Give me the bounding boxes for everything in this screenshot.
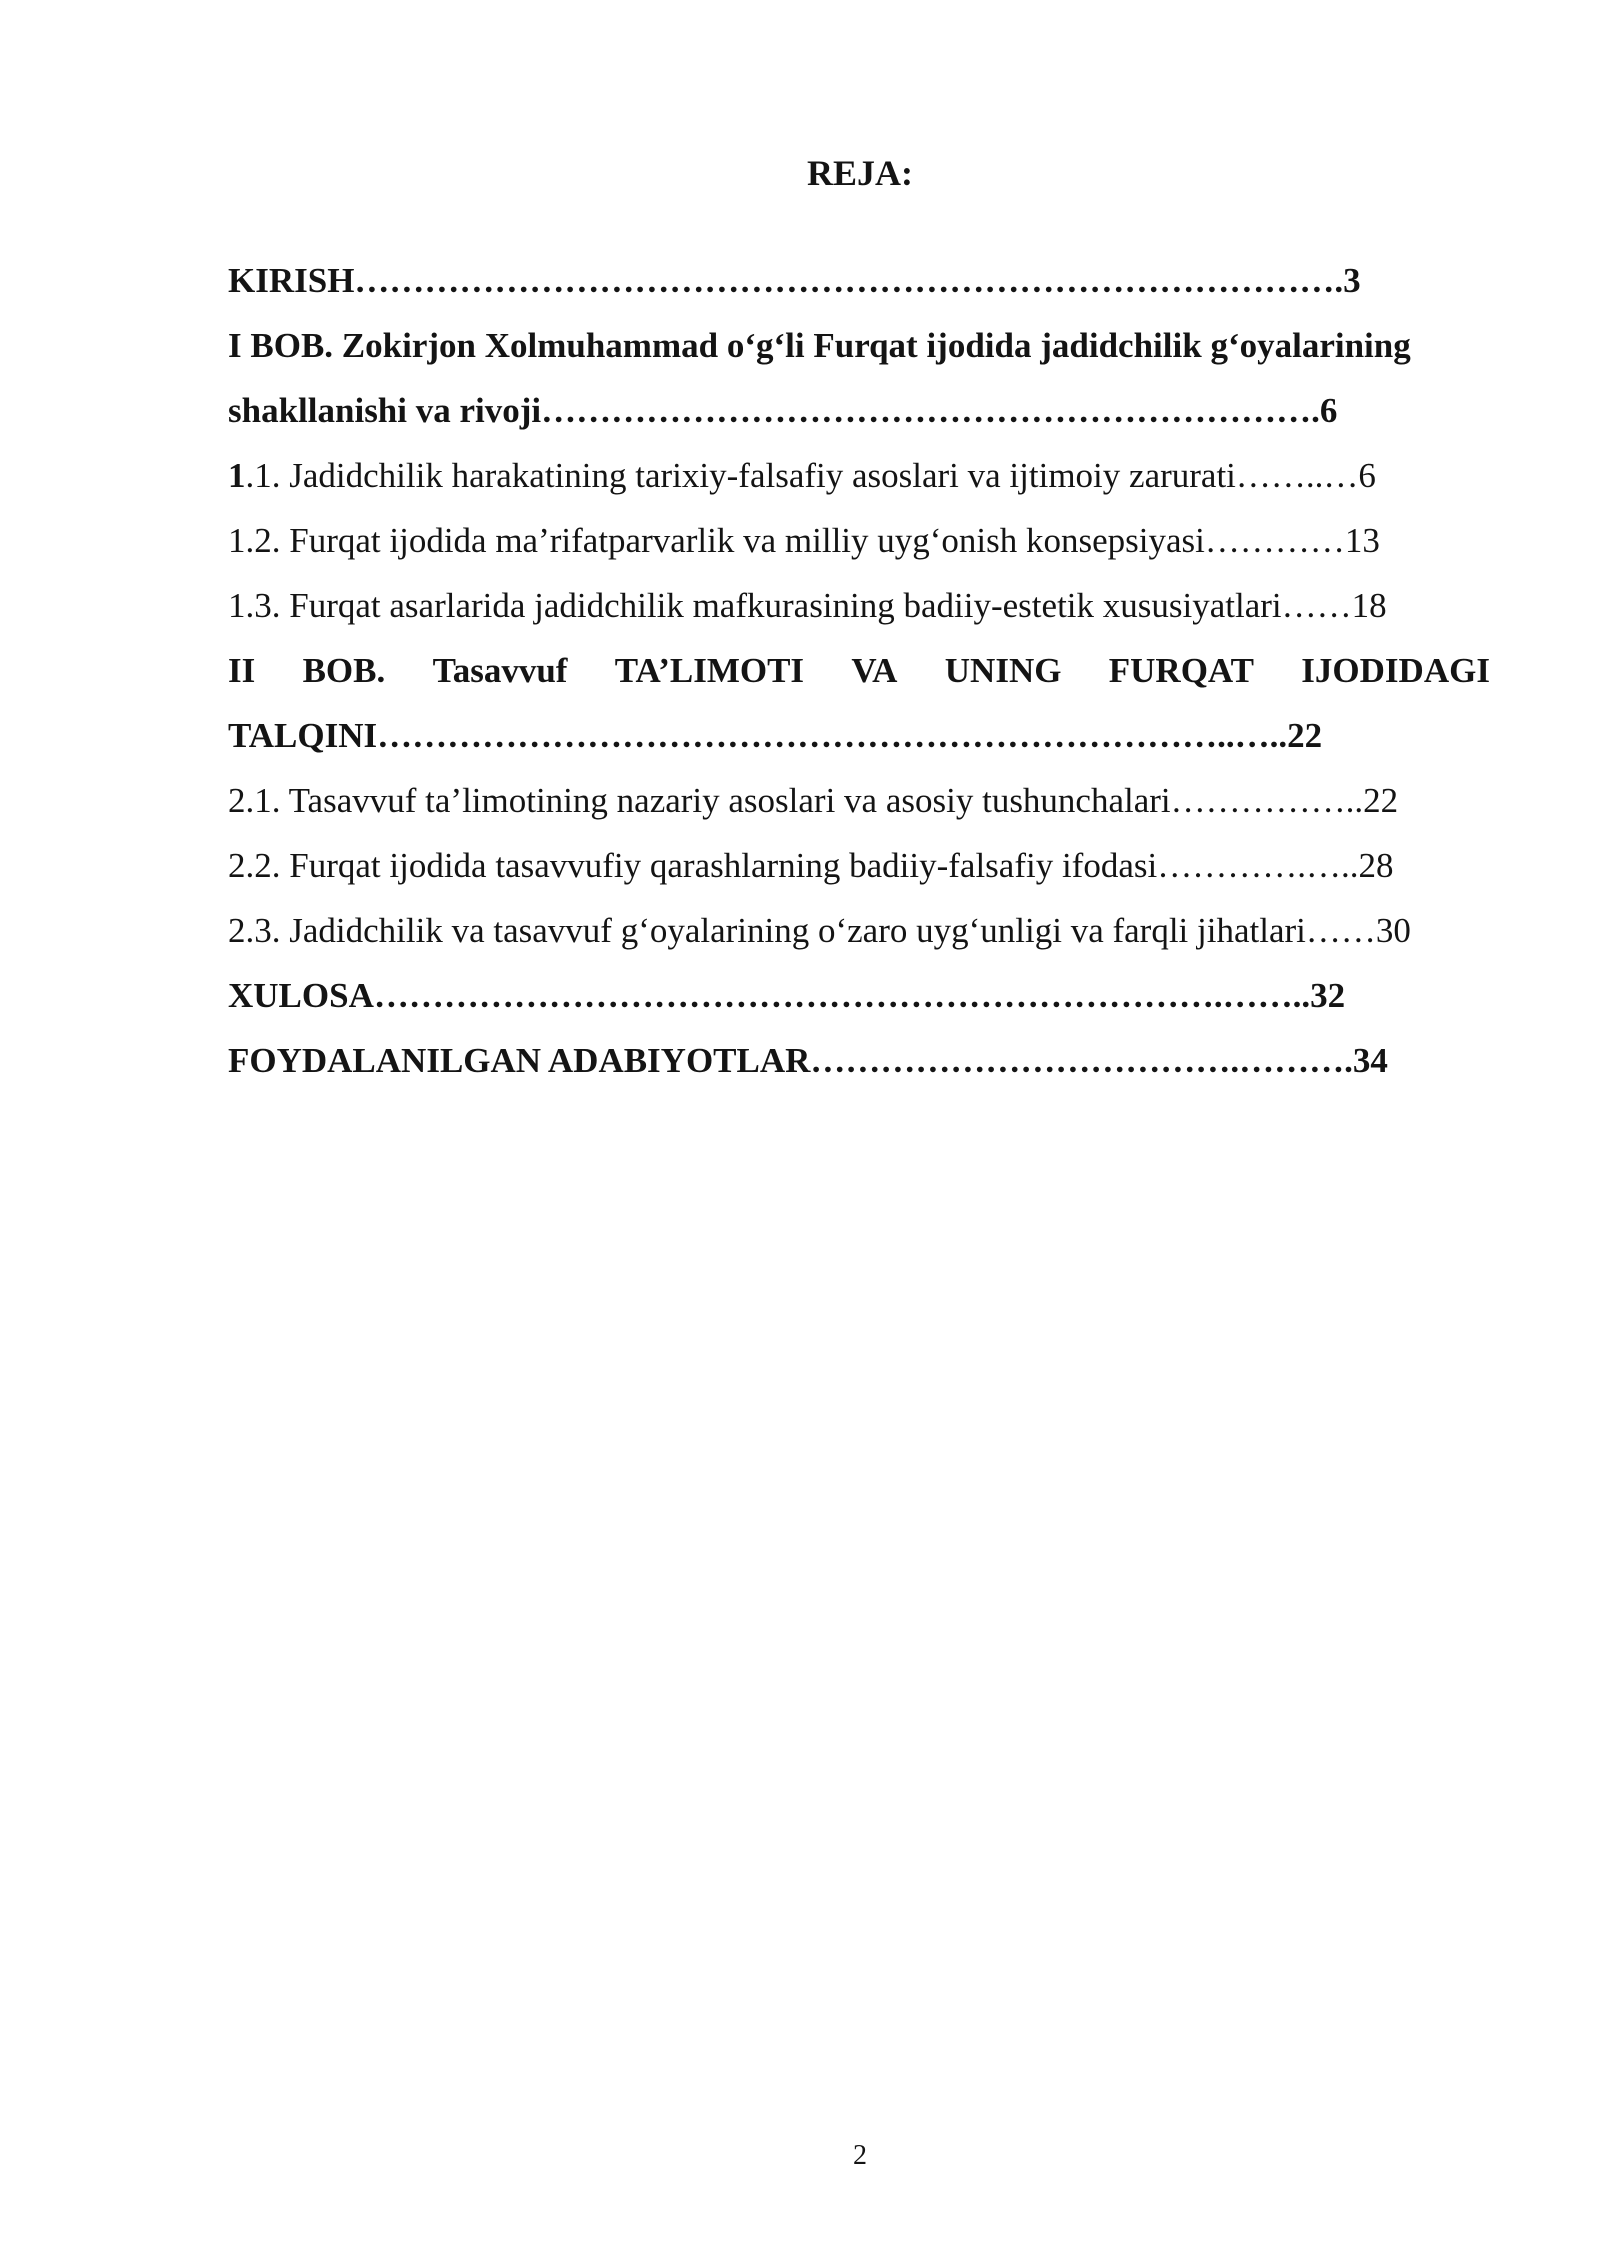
toc-entry-bob2-line1 [228,638,1490,703]
toc-entry-kirish: KIRISH………………………………………………………………………….3 [228,261,1361,300]
toc-entry-adabiyotlar: FOYDALANILGAN ADABIYOTLAR……………………………….……….34 [228,1041,1388,1080]
toc-entry-bob1-line2: shakllanishi va rivoji………………………………………………………….6 [228,391,1338,430]
toc-bob2-word: UNING [944,651,1062,690]
toc-bob2-word: VA [851,651,898,690]
toc-entry-bob2-line2: TALQINI………………………………………………………………..…..22 [228,716,1323,755]
toc-bob2-word: IJODIDAGI [1301,651,1490,690]
toc-bob2-word: Tasavvuf [432,651,568,690]
toc-entry-1-1 [228,443,1490,508]
toc-entry-2-2: 2.2. Furqat ijodida tasavvufiy qarashlarning badiiy-falsafiy ifodasi………….…..28 [228,846,1394,885]
toc-entry-2-1: 2.1. Tasavvuf ta’limotining nazariy asoslari va asosiy tushunchalari……………..22 [228,781,1399,820]
toc-bob2-word: FURQAT [1108,651,1254,690]
toc-entry-xulosa: XULOSA……………………………………………………………….……..32 [228,976,1346,1015]
toc-bob2-word: II [228,651,256,690]
toc-entry-1-1-text: .1. Jadidchilik harakatining tarixiy-falsafiy asoslari va ijtimoiy zarurati……..…6 [245,456,1376,495]
toc-entry-1-2: 1.2. Furqat ijodida ma’rifatparvarlik va milliy uyg‘onish konsepsiyasi…………13 [228,521,1380,560]
toc-entry-2-3: 2.3. Jadidchilik va tasavvuf g‘oyalarining o‘zaro uyg‘unligi va farqli jihatlari……30 [228,911,1411,950]
toc-bob2-word: TA’LIMOTI [614,651,805,690]
page-number: 2 [853,2140,867,2171]
table-of-contents [228,248,1490,1093]
toc-entry-1-3: 1.3. Furqat asarlarida jadidchilik mafkurasining badiiy-estetik xususiyatlari……18 [228,586,1387,625]
toc-entry-bob1-line1: I BOB. Zokirjon Xolmuhammad o‘g‘li Furqat ijodida jadidchilik g‘oyalarining [228,326,1411,365]
page-title: REJA: [807,153,913,193]
toc-bob2-word: BOB. [302,651,386,690]
toc-entry-1-1-prefix: 1 [228,456,246,495]
